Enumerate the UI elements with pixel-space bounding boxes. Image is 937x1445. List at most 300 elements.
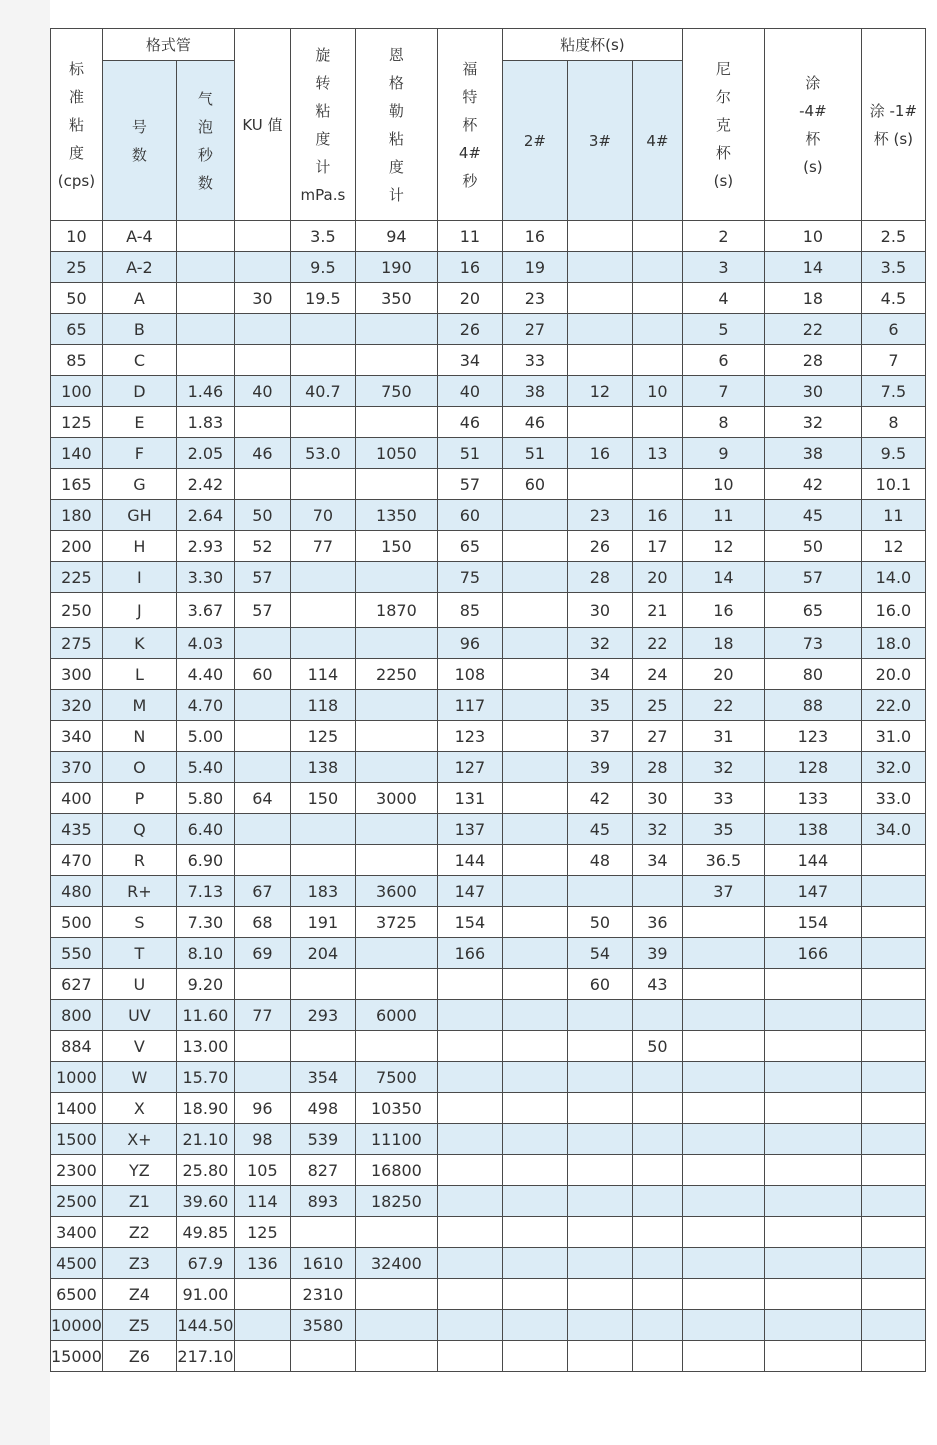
header-label-line: 克 [715,115,731,134]
cell-gardner-sec: 1.83 [176,407,234,438]
cell-cup2 [502,907,567,938]
cell-gardner-sec: 5.40 [176,752,234,783]
cell-cup2 [502,1000,567,1031]
cell-gardner-sec: 25.80 [176,1155,234,1186]
cell-engler: 150 [355,531,437,562]
table-row [51,562,926,593]
cell-ford4 [437,1248,502,1279]
cell-gardner-sec [176,283,234,314]
header-label-line: 粘 [388,129,404,148]
cell-engler [355,814,437,845]
cell-tu4 [764,1093,861,1124]
cell-std-cps: 10000 [51,1310,103,1341]
cell-gardner-no: B [102,314,176,345]
header-label-line: 粘 [315,101,331,120]
cell-cup2 [502,969,567,1000]
cell-rotary [290,562,355,593]
header-label [389,41,404,209]
cell-tu1: 32.0 [861,752,925,783]
cell-gardner-no: R+ [102,876,176,907]
cell-gardner-no: P [102,783,176,814]
table-row [51,690,926,721]
header-label [459,55,481,195]
table-row [51,314,926,345]
cell-rotary: 2310 [290,1279,355,1310]
header-cup-group: 粘度杯(s) [502,29,682,61]
cell-cup2 [502,783,567,814]
cell-std-cps: 800 [51,1000,103,1031]
cell-nirk [682,1279,764,1310]
cell-cup3: 26 [567,531,632,562]
cell-nirk [682,1217,764,1248]
cell-rotary: 118 [290,690,355,721]
cell-std-cps: 320 [51,690,103,721]
table-row [51,1248,926,1279]
cell-cup4: 25 [632,690,682,721]
table-row [51,1186,926,1217]
cell-rotary: 53.0 [290,438,355,469]
cell-std-cps: 15000 [51,1341,103,1372]
cell-cup3 [567,1062,632,1093]
cell-ku: 57 [234,593,290,628]
cell-rotary: 1610 [290,1248,355,1279]
table-row [51,845,926,876]
cell-cup4 [632,1093,682,1124]
cell-ford4: 123 [437,721,502,752]
cell-tu4 [764,1310,861,1341]
cell-ku: 60 [234,659,290,690]
cell-ku [234,252,290,283]
cell-tu4 [764,1217,861,1248]
cell-cup3 [567,345,632,376]
cell-rotary: 125 [290,721,355,752]
header-label-line: (s) [803,157,823,176]
cell-ku [234,1062,290,1093]
cell-ford4 [437,969,502,1000]
cell-tu4: 166 [764,938,861,969]
cell-cup3: 32 [567,628,632,659]
cell-tu4 [764,1031,861,1062]
cell-cup4 [632,1155,682,1186]
cell-tu4 [764,969,861,1000]
cell-std-cps: 225 [51,562,103,593]
cell-std-cps: 140 [51,438,103,469]
cell-rotary: 498 [290,1093,355,1124]
cell-cup2: 33 [502,345,567,376]
cell-engler: 11100 [355,1124,437,1155]
cell-nirk: 5 [682,314,764,345]
cell-std-cps: 4500 [51,1248,103,1279]
table-row [51,659,926,690]
cell-cup2: 19 [502,252,567,283]
cell-std-cps: 165 [51,469,103,500]
cell-cup3: 50 [567,907,632,938]
header-label [132,113,147,169]
header-gardner-group: 格式管 [102,29,234,61]
header-label-line: 度 [315,129,331,148]
cell-gardner-no: J [102,593,176,628]
table-row [51,783,926,814]
cell-rotary [290,314,355,345]
cell-nirk: 33 [682,783,764,814]
cell-ford4: 16 [437,252,502,283]
cell-ford4: 117 [437,690,502,721]
cell-ford4: 127 [437,752,502,783]
cell-gardner-no: Z4 [102,1279,176,1310]
table-row [51,345,926,376]
header-label-line: 标 [68,59,84,78]
cell-cup4 [632,345,682,376]
cell-ku: 52 [234,531,290,562]
cell-cup3 [567,1279,632,1310]
cell-tu4: 133 [764,783,861,814]
cell-cup2 [502,1279,567,1310]
header-ford-cup [437,29,502,221]
cell-ku: 57 [234,562,290,593]
cell-ku [234,721,290,752]
cell-cup4: 16 [632,500,682,531]
cell-ku: 30 [234,283,290,314]
header-label-line: 数 [197,173,213,192]
cell-rotary: 114 [290,659,355,690]
cell-cup4 [632,1124,682,1155]
cell-cup2 [502,1310,567,1341]
header-label-line: 涂 -1# [869,101,918,120]
cell-cup4: 21 [632,593,682,628]
cell-tu1 [861,1000,925,1031]
cell-rotary [290,1341,355,1372]
cell-cup2 [502,721,567,752]
cell-gardner-sec [176,314,234,345]
cell-ku [234,1310,290,1341]
cell-tu4 [764,1341,861,1372]
cell-gardner-no: T [102,938,176,969]
cell-engler: 10350 [355,1093,437,1124]
cell-nirk: 31 [682,721,764,752]
cell-gardner-no: L [102,659,176,690]
cell-tu4 [764,1000,861,1031]
cell-rotary [290,969,355,1000]
cell-cup3: 28 [567,562,632,593]
cell-ku [234,845,290,876]
cell-cup2: 60 [502,469,567,500]
cell-engler: 750 [355,376,437,407]
cell-ku: 96 [234,1093,290,1124]
table-body [51,221,926,1372]
cell-cup4: 36 [632,907,682,938]
cell-gardner-no: Z3 [102,1248,176,1279]
cell-cup2 [502,628,567,659]
cell-gardner-no: Q [102,814,176,845]
cell-std-cps: 300 [51,659,103,690]
table-row [51,1031,926,1062]
cell-cup3: 37 [567,721,632,752]
cell-gardner-sec: 21.10 [176,1124,234,1155]
viscosity-conversion-sheet [50,28,926,1372]
cell-nirk: 3 [682,252,764,283]
cell-gardner-no: A [102,283,176,314]
cell-cup4 [632,1248,682,1279]
header-std-viscosity [51,29,103,221]
cell-gardner-sec: 144.50 [176,1310,234,1341]
cell-rotary: 539 [290,1124,355,1155]
cell-cup4 [632,876,682,907]
cell-gardner-sec: 13.00 [176,1031,234,1062]
cell-cup3: 16 [567,438,632,469]
cell-tu1 [861,1186,925,1217]
header-label-line: 杯 [715,143,731,162]
header-label [198,85,213,197]
cell-cup3 [567,876,632,907]
cell-tu4 [764,1186,861,1217]
cell-cup2: 38 [502,376,567,407]
cell-cup4: 50 [632,1031,682,1062]
cell-ford4: 108 [437,659,502,690]
cell-rotary: 77 [290,531,355,562]
cell-nirk: 12 [682,531,764,562]
cell-nirk [682,969,764,1000]
cell-gardner-no: C [102,345,176,376]
cell-rotary: 183 [290,876,355,907]
cell-rotary: 40.7 [290,376,355,407]
cell-std-cps: 250 [51,593,103,628]
cell-tu4: 154 [764,907,861,938]
cell-ford4: 11 [437,221,502,252]
header-label-line: 涂 [805,73,821,92]
header-cup-2: 2# [502,61,567,221]
cell-gardner-sec: 1.46 [176,376,234,407]
cell-cup3: 48 [567,845,632,876]
cell-cup2 [502,1155,567,1186]
cell-rotary: 293 [290,1000,355,1031]
cell-tu4: 128 [764,752,861,783]
cell-ku [234,814,290,845]
cell-cup2 [502,876,567,907]
cell-nirk: 32 [682,752,764,783]
cell-ford4: 75 [437,562,502,593]
table-row [51,593,926,628]
table-row [51,1217,926,1248]
cell-gardner-sec: 6.90 [176,845,234,876]
cell-gardner-no: F [102,438,176,469]
cell-ford4: 65 [437,531,502,562]
cell-cup3 [567,1093,632,1124]
cell-tu1: 10.1 [861,469,925,500]
header-label-line: 尼 [715,59,731,78]
cell-std-cps: 550 [51,938,103,969]
header-label-line: 旋 [315,45,331,64]
cell-cup2 [502,690,567,721]
cell-std-cps: 65 [51,314,103,345]
cell-gardner-no: YZ [102,1155,176,1186]
cell-tu1 [861,1217,925,1248]
cell-cup4 [632,1062,682,1093]
table-row [51,1062,926,1093]
cell-tu4: 73 [764,628,861,659]
cell-std-cps: 100 [51,376,103,407]
cell-nirk [682,1155,764,1186]
cell-std-cps: 3400 [51,1217,103,1248]
cell-ford4 [437,1062,502,1093]
header-label-line: 杯 (s) [873,129,914,148]
cell-nirk: 11 [682,500,764,531]
cell-cup4 [632,469,682,500]
cell-cup4: 17 [632,531,682,562]
header-label-line: 秒 [197,145,213,164]
cell-tu4 [764,1062,861,1093]
header-label-line: 号 [131,117,147,136]
cell-engler: 190 [355,252,437,283]
cell-cup3: 54 [567,938,632,969]
cell-tu1: 20.0 [861,659,925,690]
cell-gardner-no: O [102,752,176,783]
cell-engler [355,628,437,659]
cell-cup2: 46 [502,407,567,438]
cell-gardner-no: Z5 [102,1310,176,1341]
cell-tu4: 38 [764,438,861,469]
cell-cup4: 13 [632,438,682,469]
cell-engler [355,345,437,376]
cell-ford4 [437,1279,502,1310]
cell-std-cps: 2300 [51,1155,103,1186]
cell-std-cps: 400 [51,783,103,814]
cell-tu1 [861,1341,925,1372]
cell-nirk: 20 [682,659,764,690]
cell-rotary [290,469,355,500]
cell-gardner-no: I [102,562,176,593]
cell-cup3: 35 [567,690,632,721]
cell-tu1: 14.0 [861,562,925,593]
header-cup-3: 3# [567,61,632,221]
header-label-line: 福 [462,59,478,78]
cell-tu1: 11 [861,500,925,531]
cell-ford4: 96 [437,628,502,659]
cell-nirk: 16 [682,593,764,628]
cell-cup4: 24 [632,659,682,690]
cell-gardner-sec: 2.64 [176,500,234,531]
cell-std-cps: 180 [51,500,103,531]
cell-gardner-sec: 7.13 [176,876,234,907]
cell-gardner-sec: 217.10 [176,1341,234,1372]
cell-rotary [290,593,355,628]
cell-gardner-sec: 6.40 [176,814,234,845]
cell-tu4: 28 [764,345,861,376]
cell-ku: 67 [234,876,290,907]
cell-engler: 32400 [355,1248,437,1279]
cell-ford4: 166 [437,938,502,969]
cell-ku: 77 [234,1000,290,1031]
cell-tu4: 144 [764,845,861,876]
table-row [51,376,926,407]
cell-tu1: 16.0 [861,593,925,628]
cell-cup3 [567,1341,632,1372]
cell-gardner-no: Z2 [102,1217,176,1248]
cell-rotary: 70 [290,500,355,531]
cell-engler [355,690,437,721]
cell-nirk [682,1124,764,1155]
table-row [51,438,926,469]
cell-nirk [682,1062,764,1093]
cell-ford4: 137 [437,814,502,845]
cell-rotary: 893 [290,1186,355,1217]
cell-ku [234,1031,290,1062]
cell-nirk: 22 [682,690,764,721]
header-label-line: 计 [388,185,404,204]
cell-ku: 69 [234,938,290,969]
cell-ford4 [437,1310,502,1341]
cell-cup2 [502,1248,567,1279]
header-label-line: 尔 [715,87,731,106]
table-row [51,1000,926,1031]
cell-tu4: 42 [764,469,861,500]
table-row [51,1341,926,1372]
table-row [51,407,926,438]
cell-nirk: 9 [682,438,764,469]
cell-nirk [682,1093,764,1124]
cell-engler: 16800 [355,1155,437,1186]
cell-gardner-sec: 39.60 [176,1186,234,1217]
cell-cup3: 34 [567,659,632,690]
cell-cup2: 27 [502,314,567,345]
cell-tu4: 80 [764,659,861,690]
cell-tu1 [861,907,925,938]
header-gardner-seconds [176,61,234,221]
cell-tu4: 138 [764,814,861,845]
cell-cup2 [502,1062,567,1093]
cell-tu4: 50 [764,531,861,562]
cell-gardner-sec: 91.00 [176,1279,234,1310]
cell-gardner-sec: 4.03 [176,628,234,659]
cell-engler: 18250 [355,1186,437,1217]
cell-ford4: 147 [437,876,502,907]
cell-cup4 [632,1186,682,1217]
cell-engler: 1870 [355,593,437,628]
cell-cup3 [567,221,632,252]
cell-cup4: 32 [632,814,682,845]
cell-gardner-sec: 7.30 [176,907,234,938]
header-label-line: (cps) [57,171,96,190]
table-row [51,469,926,500]
cell-std-cps: 884 [51,1031,103,1062]
cell-gardner-no: R [102,845,176,876]
cell-cup2 [502,562,567,593]
table-row [51,1155,926,1186]
table-row [51,252,926,283]
cell-rotary [290,1031,355,1062]
cell-engler [355,1031,437,1062]
cell-gardner-no: H [102,531,176,562]
cell-rotary: 204 [290,938,355,969]
cell-rotary: 9.5 [290,252,355,283]
cell-cup3 [567,407,632,438]
cell-tu1 [861,1062,925,1093]
cell-gardner-sec [176,221,234,252]
cell-gardner-no: Z6 [102,1341,176,1372]
cell-cup4: 27 [632,721,682,752]
cell-tu4: 123 [764,721,861,752]
cell-gardner-no: Z1 [102,1186,176,1217]
cell-cup4: 20 [632,562,682,593]
cell-tu1 [861,1124,925,1155]
cell-cup3: 30 [567,593,632,628]
cell-tu4: 18 [764,283,861,314]
cell-engler [355,845,437,876]
cell-nirk [682,1000,764,1031]
table-header [51,29,926,221]
cell-nirk: 36.5 [682,845,764,876]
cell-tu1 [861,1248,925,1279]
cell-ford4 [437,1186,502,1217]
